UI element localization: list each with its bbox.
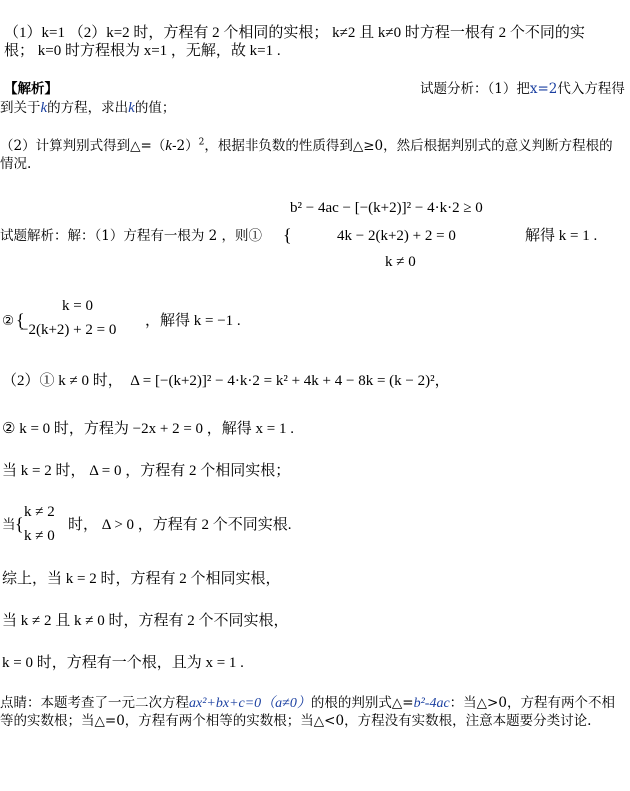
system2-result: ，解得 k = −1 . bbox=[145, 313, 241, 329]
answer-line-2: 根； k=0 时方程根为 x=1 ，无解，故 k=1 . bbox=[4, 43, 281, 59]
trial-analysis-line-2 bbox=[0, 99, 175, 117]
system1-row2: 4k − 2(k+2) + 2 = 0 bbox=[337, 228, 456, 244]
system2-row2: −2(k+2) + 2 = 0 bbox=[20, 322, 117, 338]
solution-lead: 试题解析：解：（1）方程有一根为 2 ，则① bbox=[0, 228, 263, 244]
comment-mid: 的根的判别式△= bbox=[310, 695, 414, 711]
system1-result: 解得 k = 1 . bbox=[525, 228, 598, 244]
trial-text-c: 的值； bbox=[134, 100, 176, 116]
discriminant-expression: Δ = [−(k+2)]² − 4·k·2 = k² + 4k + 4 − 8k = (k − 2)² bbox=[130, 373, 435, 389]
part2-case-label: （2）① k ≠ 0 时， bbox=[2, 373, 123, 389]
comment-equation: ax²+bx+c=0（a≠0） bbox=[189, 696, 311, 711]
trial-x: x=2 bbox=[529, 81, 558, 97]
trial-text-b: 的方程，求出 bbox=[47, 100, 129, 116]
system2-brace: { bbox=[16, 310, 25, 330]
comment-tail: ：当△>0，方程有两个不相 bbox=[449, 695, 615, 711]
trial-text-a: 到关于 bbox=[0, 100, 41, 116]
part2-tail: ， bbox=[434, 373, 450, 389]
summary-2: 当 k ≠ 2 且 k ≠ 0 时，方程有 2 个不同实根， bbox=[2, 613, 289, 629]
system2-row1: k = 0 bbox=[62, 298, 93, 314]
comment-line-1 bbox=[0, 694, 615, 713]
case2-row1: k ≠ 2 bbox=[24, 504, 55, 520]
part2-text-a: （2）计算判别式得到△=（ bbox=[0, 138, 166, 154]
comment-lead: 点睛：本题考查了一元二次方程 bbox=[0, 695, 189, 711]
part2-line bbox=[2, 372, 450, 390]
part2-analysis-line: （2）计算判别式得到$\triangle=(k-2)^2$，根据非负数的性质得到△≥0，然后根据判别式的意义判断方程根的 bbox=[0, 137, 613, 154]
comment-line-2: 等的实数根；当△=0，方程有两个相等的实数根；当△<0，方程没有实数根，注意本题要分类讨论. bbox=[0, 713, 592, 729]
case2-tail: 时， Δ > 0 ，方程有 2 个不同实根. bbox=[68, 517, 292, 533]
part2-k: k bbox=[165, 138, 172, 154]
trial-k-2: k bbox=[128, 100, 135, 116]
trial-tail: 代入方程得 bbox=[557, 81, 625, 97]
summary-1: 综上，当 k = 2 时，方程有 2 个相同实根， bbox=[2, 571, 281, 587]
trial-label: 试题分析：（1）把 bbox=[420, 81, 530, 97]
case2-brace: { bbox=[15, 514, 24, 534]
summary-3: k = 0 时，方程有一个根，且为 x = 1 . bbox=[2, 655, 244, 671]
part2-text-b: -2） bbox=[171, 138, 199, 154]
system1-row1: b² − 4ac − [−(k+2)]² − 4·k·2 ≥ 0 bbox=[290, 200, 483, 216]
comment-discriminant: b²-4ac bbox=[413, 696, 450, 711]
part2-text-c: ，根据非负数的性质得到△≥0，然后根据判别式的意义判断方程根的 bbox=[204, 138, 613, 154]
circle-two: ② bbox=[2, 313, 15, 329]
part2-k-zero: ② k = 0 时，方程为 −2x + 2 = 0 ，解得 x = 1 . bbox=[2, 421, 294, 437]
answer-line-1: （1）k=1 （2）k=2 时，方程有 2 个相同的实根； k≠2 且 k≠0 时方程一根有 2 个不同的实 bbox=[4, 25, 585, 41]
case-k-equals-2: 当 k = 2 时， Δ = 0 ，方程有 2 个相同实根； bbox=[2, 463, 291, 479]
system1-row3: k ≠ 0 bbox=[385, 254, 416, 270]
trial-k: k bbox=[40, 100, 48, 116]
analysis-header: 【解析】 bbox=[4, 81, 58, 97]
trial-analysis-line bbox=[420, 80, 625, 98]
case2-row2: k ≠ 0 bbox=[24, 528, 55, 544]
part2-analysis-line-2: 情况. bbox=[0, 156, 32, 172]
system1-brace: { bbox=[283, 225, 292, 245]
case2-lead: 当 bbox=[2, 517, 16, 533]
